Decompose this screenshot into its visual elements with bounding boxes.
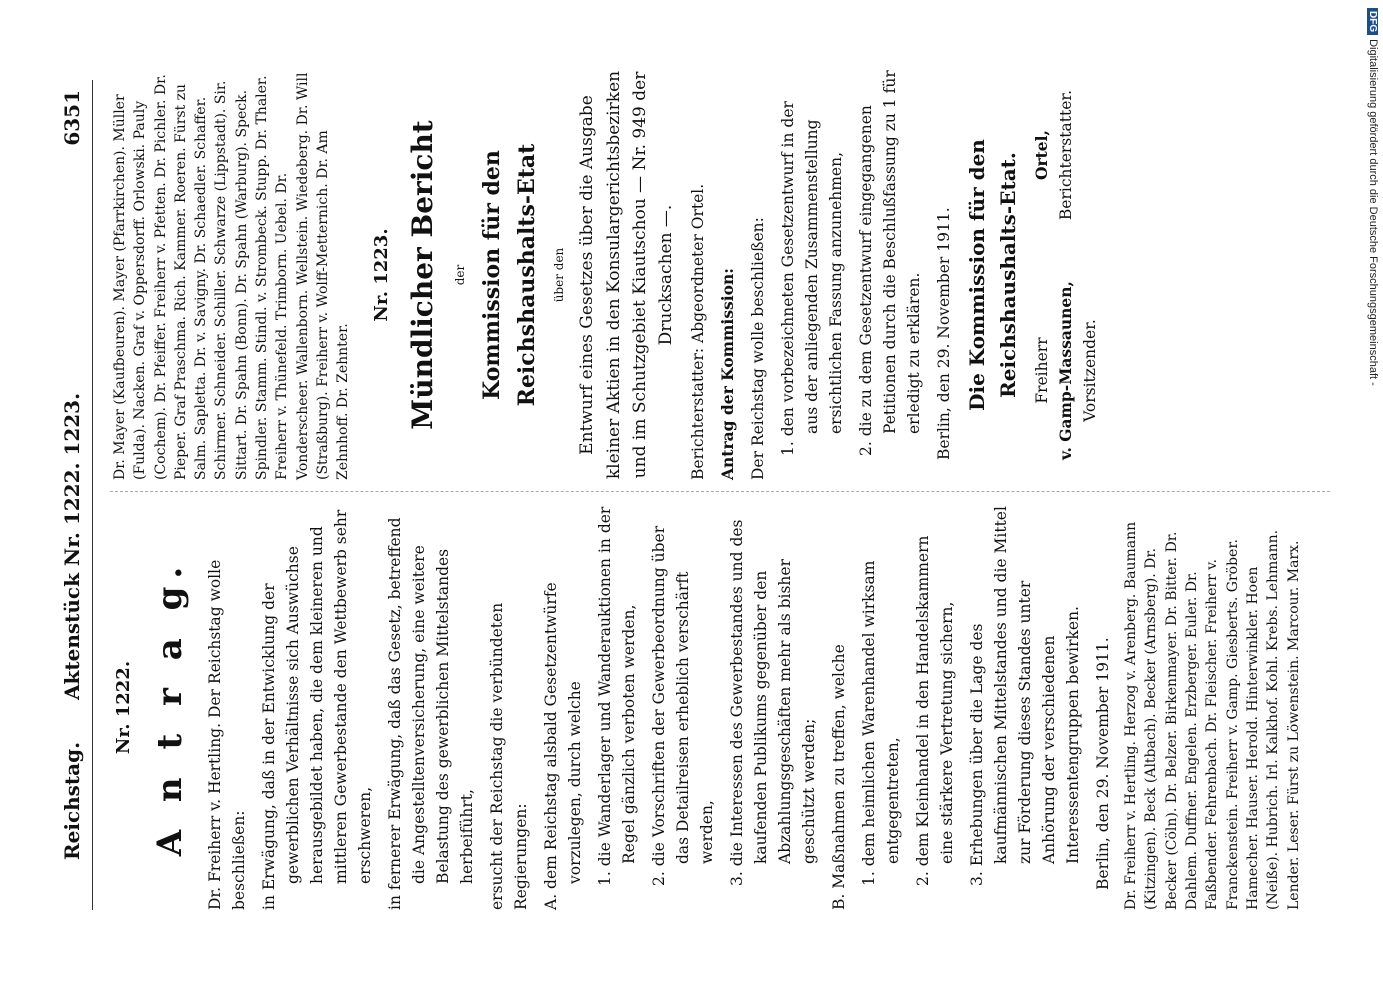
item-b2: 2. dem Kleinhandel in den Handelskammern eine stärkere Vertretung sichern, [914, 535, 957, 886]
left-column [110, 505, 1310, 910]
item-a: A. dem Reichstag alsbald Gesetzentwürfe vorzulegen, durch welche [541, 582, 584, 910]
column-divider [110, 491, 1330, 492]
item-b3: 3. Erhebungen über die Lage des kaufmännischen Mittelstandes und die Mittel zur Förderung dieses Standes unter Anhörung der verschiedenen Interessentengruppen bewirken. [968, 506, 1083, 886]
report-title: Mündlicher Bericht [406, 120, 440, 430]
dfg-logo: DFG [1367, 8, 1378, 35]
report-subject: Entwurf eines Gesetzes über die Ausgabe kleiner Aktien in den Konsulargerichtsbezirken und im Schutzgebiet Kiautschou — Nr. 949 der Drucksachen —. [577, 70, 677, 480]
chair-role: Vorsitzender. [1080, 319, 1099, 422]
header-rule [92, 80, 93, 910]
page-number: 6351 [60, 90, 84, 146]
considering-1: in Erwägung, daß in der Entwicklung der gewerblichen Verhältnisse sich Auswüchse herausgebildet haben, die dem kleineren und mittleren Gewerbestande den Wettbewerb sehr erschweren, [259, 509, 374, 910]
item-a2: 2. die Vorschriften der Gewerbeordnung über das Detailreisen erheblich verschärft werden, [649, 525, 716, 886]
reporter-role: Berichterstatter. [1056, 90, 1075, 221]
reporter-signature [1030, 90, 1102, 220]
signatories: Dr. Freiherr v. Hertling. Herzog v. Arenberg. Baumann (Kitzingen). Beck (Altbach). Becker (Arnsberg). Dr. Becker (Cöln). Dr. Belzer. Birkenmayer. Dr. Bitter. Dr. Dahlem. Duffner. Engelen. Erzberger. Euler. Dr. Faßbender. Fehrenbach. Dr. Fleischer. Freiherr v. Franckenstein. Freiherr v. Gamp. Giesberts. Gröber. Hamecher. Hauser. Herold. Hinterwinkler. Hoen (Neiße). Hubrich. Irl. Kalkhof. Kohl. Krebs. Lehmann. Lender. Leser. Fürst zu Löwenstein. Marcour. Marx. [1123, 521, 1302, 910]
motion-title: A n t r a g. [149, 558, 190, 857]
commission-motion-heading: Antrag der Kommission: [717, 268, 737, 480]
report-ueber-den: über den [551, 247, 566, 303]
report-number: Nr. 1223. [370, 228, 392, 322]
signature-block [1030, 70, 1102, 480]
report-date: Berlin, den 29. November 1911. [934, 207, 953, 460]
header-left: Reichstag. [60, 741, 84, 860]
commission-motion-1: 1. den vorbezeichneten Gesetzentwurf in der aus der anliegenden Zusammenstellung ersichtlichen Fassung anzunehmen, [778, 101, 845, 456]
commission-motion-2: 2. die zu dem Gesetzentwurf eingegangenen Petitionen durch die Beschlußfassung zu 1 für erledigt zu erklären. [856, 70, 923, 456]
motion-request: ersucht der Reichstag die verbündeten Regierungen: [487, 602, 530, 910]
reporter-line: Berichterstatter: Abgeordneter Ortel. [688, 183, 707, 480]
chair-line-1: Freiherr [1032, 337, 1051, 404]
chair-signature [1030, 281, 1102, 460]
reporter-name: Ortel, [1031, 130, 1051, 181]
considering-2: in fernerer Erwägung, daß das Gesetz, betreffend die Angestelltenversicherung, eine weitere Belastung des gewerblichen Mittelstandes herbeiführt, [385, 517, 476, 910]
chair-line-2: v. Gamp-Massaunen, [1055, 281, 1075, 460]
commission-motion-intro: Der Reichstag wolle beschließen: [748, 217, 767, 480]
page-header [60, 0, 100, 1000]
commission-title: Kommission für den Reichshaushalts-Etat [479, 143, 540, 407]
header-center: Aktenstück Nr. 1222. 1223. [60, 392, 84, 700]
item-a3: 3. die Interessen des Gewerbestandes und des kaufenden Publikums gegenüber den Abzahlungsgeschäften mehr als bisher geschützt werden; [727, 519, 818, 886]
closing-title: Die Kommission für den Reichshaushalts-Etat. [964, 139, 1020, 411]
item-b1: 1. dem heimlichen Warenhandel wirksam entgegentreten, [859, 560, 902, 886]
report-der: der [452, 264, 467, 286]
item-b: B. Maßnahmen zu treffen, welche [829, 644, 848, 910]
motion-number: Nr. 1222. [113, 660, 134, 755]
digitization-text: Digitalisierung gefördert durch die Deutsche Forschungsgemeinschaft - [1367, 39, 1379, 386]
digitization-note [1357, 8, 1379, 408]
signatories-continued: Dr. Mayer (Kaufbeuren). Mayer (Pfarrkirchen). Müller (Fulda). Nacken. Graf v. Oppersdorff. Orlowski. Pauly (Cochem). Dr. Pfeiffer. Freiherr v. Pfetten. Dr. Pichler. Dr. Pieper. Graf Praschma. Rich. Kammer. Roeren. Fürst zu Salm. Sapletta. Dr. v. Savigny. Dr. Schaedler. Schaffer. Schirmer. Schneider. Schiller. Schwarze (Lippstadt). Sir. Sittart. Dr. Spahn (Bonn). Dr. Spahn (Warburg). Speck. Spindler. Stamm. Stindl. v. Strombeck. Stupp. Dr. Thaler. Freiherr v. Thünefeld. Trimborn. Uebel. Dr. Vonderscheer. Wallenborn. Wellstein. Wiedeberg. Dr. Will (Straßburg). Freiherr v. Wolff-Metternich. Dr. Am Zehnhoff. Dr. Zehnter. [112, 72, 352, 480]
motion-date: Berlin, den 29. November 1911. [1094, 637, 1113, 890]
motion-intro: Dr. Freiherr v. Hertling. Der Reichstag wolle beschließen: [205, 559, 248, 910]
right-column [110, 70, 1102, 480]
item-a1: 1. die Wanderlager und Wanderauktionen in der Regel gänzlich verboten werden, [595, 506, 638, 886]
